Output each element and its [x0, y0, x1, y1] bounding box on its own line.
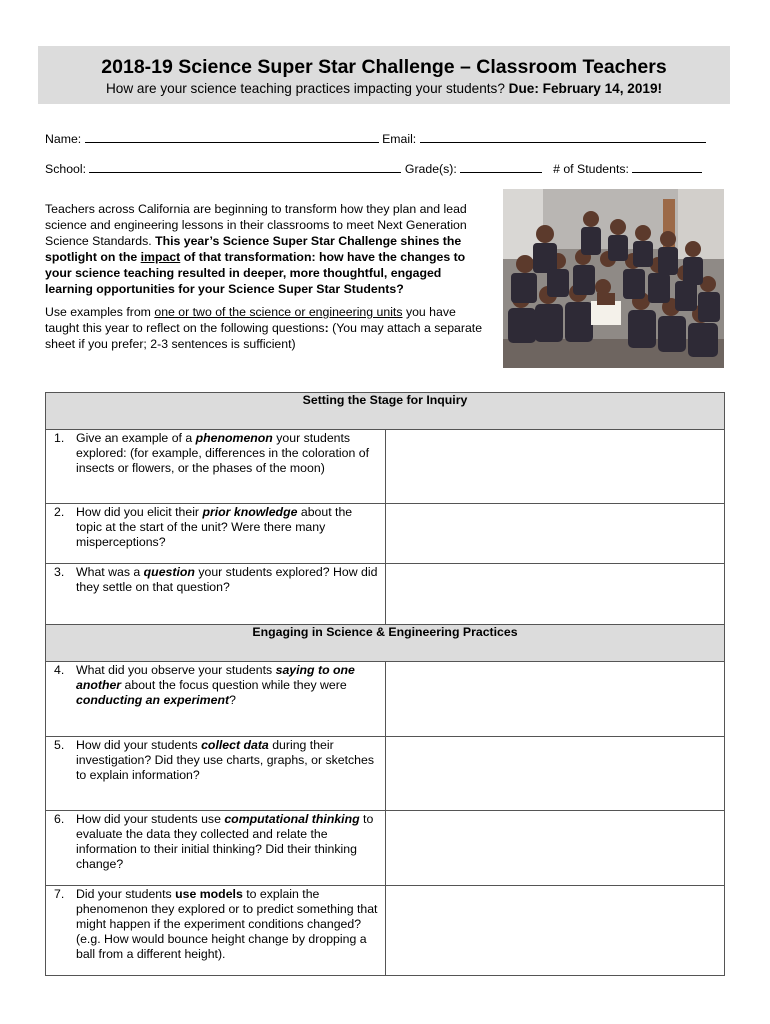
question-keyword: prior knowledge	[202, 505, 298, 519]
question-keyword: question	[143, 565, 195, 579]
intro-bold-part-2: of that transformation: how have the changes to your science teaching resulted in deeper, more thoughtful, engaged learning opportunities for your Science Super Star Students?	[45, 250, 466, 296]
grades-label: Grade(s):	[404, 162, 457, 176]
question-keyword: collect data	[201, 738, 269, 752]
question-part: What was a	[76, 565, 141, 579]
question-number: 1.	[54, 431, 65, 445]
question-text	[76, 887, 379, 962]
intro-instruction-3: (You may attach a separate sheet if you prefer; 2-3 sentences is sufficient)	[45, 321, 483, 351]
question-keyword: computational thinking	[224, 812, 360, 826]
answer-cell-6[interactable]	[385, 811, 725, 886]
page-subtitle	[38, 81, 730, 97]
answer-cell-7[interactable]	[385, 886, 725, 976]
table-row	[46, 430, 725, 504]
table-row	[46, 662, 725, 737]
answer-cell-1[interactable]	[385, 430, 725, 504]
question-part: How did your students use	[76, 812, 221, 826]
question-part: about the topic at the start of the unit? Were there many misperceptions?	[76, 505, 353, 549]
intro-bold-part-1: This year’s Science Super Star Challenge shines the spotlight on the	[45, 234, 462, 264]
class-photo-image	[503, 189, 724, 368]
question-cell	[46, 662, 386, 737]
intro-impact-word: impact	[140, 250, 181, 264]
question-text	[76, 431, 379, 476]
school-field[interactable]	[89, 160, 401, 173]
question-part: How did you elicit their	[76, 505, 200, 519]
question-cell	[46, 886, 386, 976]
intro-colon: :	[324, 321, 329, 335]
grades-field[interactable]	[460, 160, 542, 173]
class-photo	[503, 189, 724, 368]
subtitle-question: How are your science teaching practices impacting your students?	[105, 81, 505, 96]
students-label: # of Students:	[553, 162, 629, 176]
question-number: 6.	[54, 812, 65, 826]
question-part: Give an example of a	[76, 431, 193, 445]
name-label: Name:	[45, 132, 82, 146]
table-row	[46, 886, 725, 976]
answer-cell-4[interactable]	[385, 662, 725, 737]
intro-instruction-underlined: one or two of the science or engineering units	[154, 305, 403, 319]
intro-instruction-2: you have taught this year to reflect on the following questions	[45, 305, 456, 335]
answer-cell-3[interactable]	[385, 564, 725, 625]
answer-cell-5[interactable]	[385, 737, 725, 811]
question-keyword: conducting an experiment	[76, 693, 230, 707]
question-part: during their investigation? Did they use charts, graphs, or sketches to explain information?	[76, 738, 375, 782]
intro-instruction-1: Use examples from	[45, 305, 151, 319]
section-header-row	[46, 625, 725, 662]
table-row	[46, 811, 725, 886]
question-cell	[46, 504, 386, 564]
name-field[interactable]	[85, 130, 379, 143]
school-label: School:	[45, 162, 87, 176]
due-date: Due: February 14, 2019!	[508, 81, 663, 96]
intro-text-plain: Teachers across California are beginning to transform how they plan and lead science and engineering lessons in their classrooms to meet Next Generation Science Standards.	[45, 202, 467, 248]
email-label: Email:	[382, 132, 417, 146]
question-part: to evaluate the data they collected and relate the information to their initial thinking? Did their thinking change?	[76, 812, 374, 871]
question-keyword: saying to one another	[76, 663, 355, 692]
question-cell	[46, 430, 386, 504]
question-text	[76, 738, 379, 783]
students-field[interactable]	[632, 160, 702, 173]
answer-cell-2[interactable]	[385, 504, 725, 564]
question-part: Did your students	[76, 887, 172, 901]
section-header-inquiry: Setting the Stage for Inquiry	[46, 393, 725, 430]
question-part: your students explored: (for example, differences in the coloration of insects or flowers, or the phases of the moon)	[76, 431, 370, 475]
school-grade-row	[45, 160, 715, 177]
question-number: 2.	[54, 505, 65, 519]
question-number: 4.	[54, 663, 65, 677]
question-number: 7.	[54, 887, 65, 901]
section-header-row	[46, 393, 725, 430]
question-number: 3.	[54, 565, 65, 579]
question-cell	[46, 564, 386, 625]
question-text	[76, 812, 379, 872]
question-keyword: phenomenon	[195, 431, 273, 445]
question-keyword: use models	[175, 887, 243, 901]
questions-table	[45, 392, 725, 976]
section-header-practices: Engaging in Science & Engineering Practices	[46, 625, 725, 662]
question-part: your students explored? How did they settle on that question?	[76, 565, 378, 594]
question-part: about the focus question while they were	[124, 678, 347, 692]
intro-paragraph-1	[45, 201, 490, 297]
question-part: How did your students	[76, 738, 198, 752]
intro-text	[45, 201, 490, 359]
table-row	[46, 737, 725, 811]
page-title: 2018-19 Science Super Star Challenge – Classroom Teachers	[101, 56, 667, 78]
question-part: to explain the phenomenon they explored or to predict something that might happen if the experiment conditions changed? (e.g. How would bounce height change by dropping a ball from a different height).	[76, 887, 378, 961]
table-row	[46, 504, 725, 564]
question-cell	[46, 737, 386, 811]
intro-paragraph-2	[45, 304, 490, 352]
question-text	[76, 565, 379, 595]
page-header	[38, 46, 730, 104]
question-text	[76, 505, 379, 550]
email-field[interactable]	[420, 130, 706, 143]
question-part: What did you observe your students	[76, 663, 273, 677]
question-text	[76, 663, 379, 708]
question-number: 5.	[54, 738, 65, 752]
question-part: ?	[229, 693, 236, 707]
table-row	[46, 564, 725, 625]
question-cell	[46, 811, 386, 886]
name-email-row	[45, 130, 715, 147]
